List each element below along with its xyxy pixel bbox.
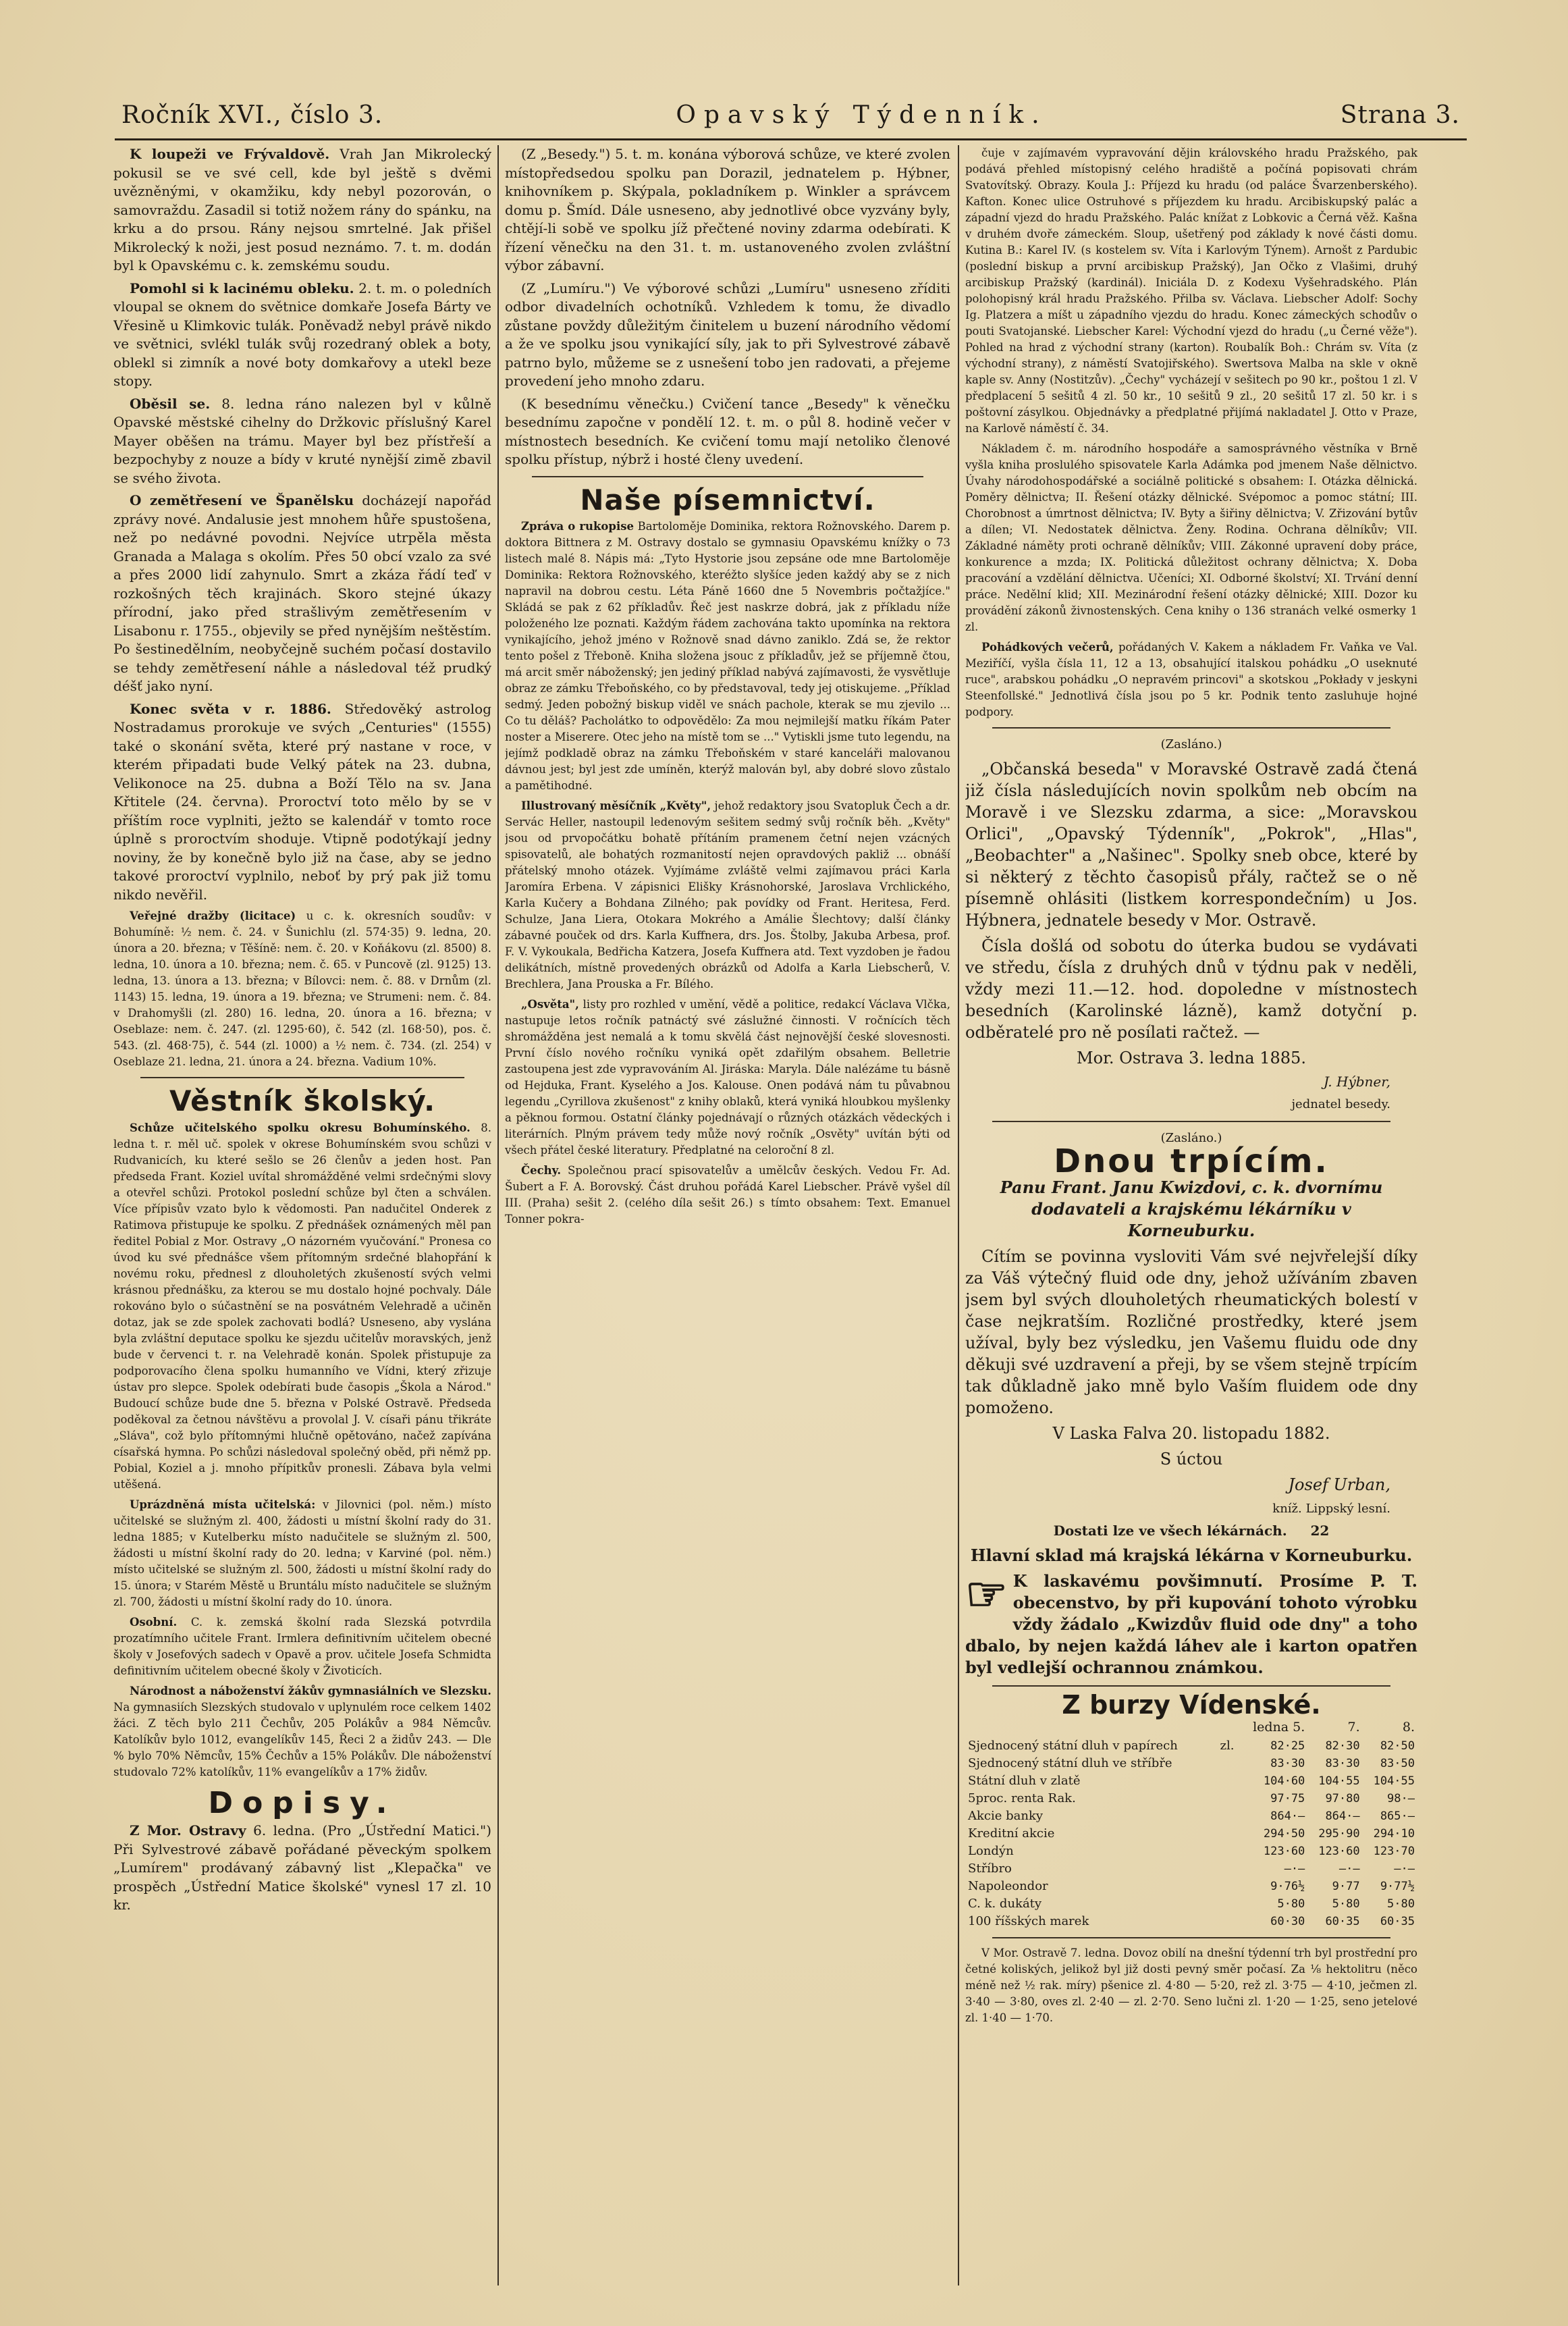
article-lead: O zemětřesení ve Španělsku (130, 492, 354, 508)
section-divider (992, 1121, 1390, 1122)
exchange-row (965, 1790, 1417, 1807)
column-1 (113, 145, 491, 2285)
exchange-date-header: 8. (1402, 1720, 1415, 1735)
exchange-value: 97·75 (1270, 1791, 1305, 1805)
exchange-value: 123·60 (1263, 1844, 1305, 1858)
exchange-value: 83·30 (1270, 1756, 1305, 1770)
exchange-row (965, 1825, 1417, 1843)
section-divider (992, 727, 1390, 729)
article-text: 6. ledna. (Pro „Ústřední Matici.") Při Sylvestrové zábavě pořádané pěveckým spolkem „Lumírem" prodávaný zábavný list „Klepačka" ve prospěch „Ústřední Matice školské" vynesl 17 zl. 10 kr. (113, 1822, 491, 1913)
exchange-label: Akcie banky (968, 1808, 1044, 1823)
exchange-unit (1218, 1807, 1241, 1825)
exchange-label: Kreditní akcie (968, 1826, 1055, 1841)
ad-number: 22 (1310, 1523, 1330, 1539)
article-paragraph (113, 395, 491, 488)
article-text: Středověký astrolog Nostradamus prorokuje ve svých „Centuries" (1555) také o skonání světa, které prý nastane v roce, v kterém připadati bude Velký pátek na 23. dubna, Velikonoce na 25. dubna a Boží Tělo na sv. Jana Křtitele (24. června). Proroctví toto mělo by se v příštím roce vyplniti, ježto se kalendář v tomto roce úplně s proroctvím shoduje. Vtipně podotýkají jedny noviny, že by konečně bylo již na čase, aby se jedno takové proroctví vyplnilo, neboť by prý pak již tomu nikdo nevěřil. (113, 700, 491, 903)
exchange-row (965, 1878, 1417, 1895)
market-report: V Mor. Ostravě 7. ledna. Dovoz obilí na dnešní týdenní trh byl prostřední pro četné koliských, jelikož byl již dosti pevný směr počasí. Za ⅛ hektolitru (něco méně než ½ rak. míry) pšenice zl. 4·80 — 5·20, rež zl. 3·75 — 4·10, ječmen zl. 3·40 — 3·80, oves zl. 2·40 — zl. 2·70. Seno lučni zl. 1·20 — 1·25, seno jetelové zl. 1·40 — 1·70. (965, 1946, 1417, 2024)
exchange-value: 97·80 (1325, 1791, 1360, 1805)
article-lead: Schůze učitelského spolku okresu Bohumínského. (130, 1121, 470, 1134)
exchange-unit (1218, 1790, 1241, 1807)
ad-body: Cítím se povinna vysloviti Vám své nejvřelejší díky za Váš výtečný fluid ode dny, jehož užíváním zbaven jsem byl svých dlouholetých rheumatických bolestí v čase nejkratším. Rozličné prostředky, které jsem užíval, byly bez výsledku, jen Vašemu fluidu ode dny děkuji své uzdravení a přeji, by se všem stejně trpícím tak důkladně jako mně bylo Vaším fluidem ode dny pomoženo. (965, 1246, 1417, 1417)
article-text: v Jilovnici (pol. něm.) místo učitelské se služným zl. 400, žádosti u místní školní rady do 31. ledna 1885; v Kutelberku místo nadučitele se služným zl. 500, žádosti u místní školní rady do 20. ledna; v Karviné (pol. něm.) místo učitelské se služným zl. 500, žádosti u místní školní rady do 15. února; v Starém Městě u Bruntálu místo nadučitele se služným zl. 700, žádosti u místní školní rady do 10. února. (113, 1498, 491, 1608)
header-title: Opavský Týdenník. (676, 101, 1048, 129)
notice-signature: J. Hýbner, (1323, 1073, 1390, 1090)
exchange-value: 83·30 (1325, 1756, 1360, 1770)
exchange-value: 5·80 (1277, 1897, 1305, 1911)
ad-title: Dnou trpícím. (1054, 1142, 1329, 1180)
article-lead: K loupeži ve Frývaldově. (130, 146, 330, 162)
exchange-value: —·— (1339, 1861, 1360, 1876)
exchange-row (965, 1807, 1417, 1825)
column-rule-2 (958, 145, 959, 2285)
article-paragraph (113, 145, 491, 275)
article-lead: Oběsil se. (130, 395, 211, 412)
article-lead: Osobní. (130, 1615, 178, 1629)
exchange-unit (1218, 1825, 1241, 1843)
article-paragraph (113, 1822, 491, 1915)
exchange-header-row (965, 1718, 1417, 1737)
exchange-value: 83·50 (1380, 1756, 1415, 1770)
ad-greeting: S úctou (1160, 1449, 1223, 1469)
exchange-row (965, 1895, 1417, 1913)
article-text: 2. t. m. o poledních vloupal se oknem do světnice domkaře Josefa Bárty ve Vřesině u Klimkovic tulák. Poněvadž nebyl právě nikdo ve světnici, svlékl tulák svůj rozedraný oblek a boty, oblekl si zimník a nové boty domkařovy a utekl beze stopy. (113, 280, 491, 389)
exchange-label: C. k. dukáty (968, 1896, 1042, 1911)
column-rule-1 (497, 145, 499, 2285)
exchange-unit: zl. (1220, 1738, 1235, 1753)
article-text: listy pro rozhled v umění, vědě a politice, redakcí Václava Vlčka, nastupuje letos ročník patnáctý své záslužné činnosti. V ročnících těch shromážděna jest nemalá a k tomu skvělá část nejnovější české slovesnosti. První číslo nového ročníku vyniká opět zdařilým obsahem. Belletrie zastoupena jest zde vypravováním Al. Jiráska: Maryla. Dále nalézáme tu básně od Hejduka, Frant. Kyselého a Jos. Kalouse. Onen podává nám tu půvabnou legendu „Cyrillova zkušenost" z knihy oblaků, která vyniká hloubkou myšlenky a pěknou formou. Ostatní články pojednávají o různých otázkách vědeckých i literárních. Plným právem tedy může nový ročník „Osvěty" uvítán býti od všech přátel české literatury. Předplatné na celoroční 8 zl. (505, 998, 950, 1157)
article-paragraph (113, 700, 491, 905)
header-volume: Ročník XVI., číslo 3. (121, 101, 383, 129)
ad-signature: Josef Urban, (1288, 1475, 1390, 1494)
article-paragraph (113, 1683, 491, 1780)
ad-main-store: Hlavní sklad má krajská lékárna v Korneuburku. (970, 1545, 1413, 1565)
exchange-label: Londýn (968, 1843, 1014, 1858)
exchange-table (965, 1718, 1417, 1930)
article-paragraph (965, 639, 1417, 720)
ad-subtitle: Panu Frant. Janu Kwizdovi, c. k. dvornímu dodavateli a krajskému lékárníku v Korneuburku. (1000, 1177, 1383, 1240)
article-lead: Z Mor. Ostravy (130, 1822, 246, 1839)
exchange-label: Sjednocený státní dluh ve stříbře (968, 1755, 1172, 1770)
ad-notice-text: K laskavému povšimnutí. Prosíme P. T. obecenstvo, by při kupování tohoto výrobku vždy žádalo „Kwizdův fluid ode dny" a toho dbalo, by nejen každá láhev ale i karton opatřen byl vedlejší ochrannou známkou. (965, 1570, 1417, 1677)
ad-note (965, 1522, 1417, 1541)
article-lead: Zpráva o rukopise (521, 520, 634, 533)
exchange-row (965, 1772, 1417, 1790)
exchange-value: 60·30 (1270, 1914, 1305, 1928)
exchange-unit (1218, 1860, 1241, 1878)
exchange-value: 9·77 (1332, 1879, 1360, 1893)
exchange-unit (1218, 1772, 1241, 1790)
article-paragraph (113, 1497, 491, 1610)
exchange-value: 294·10 (1373, 1826, 1415, 1841)
exchange-row (965, 1913, 1417, 1930)
exchange-value: 82·50 (1380, 1739, 1415, 1753)
exchange-date-header: ledna 5. (1253, 1720, 1305, 1735)
exchange-value: 5·80 (1387, 1897, 1415, 1911)
article-lead: Národnost a náboženství žákův gymnasiálních ve Slezsku. (130, 1684, 491, 1697)
exchange-value: 104·55 (1373, 1774, 1415, 1788)
article-paragraph: (K besednímu věnečku.) Cvičení tance „Besedy" k věnečku besednímu započne v pondělí 12. t. m. o půl 8. hodině večer v místnostech besedních. Ke cvičení tomu mají netoliko členové spolku přístup, nýbrž i hosté členy uvedení. (505, 395, 950, 467)
section-title-dopisy: Dopisy. (208, 1785, 397, 1820)
zaslano-label: (Zasláno.) (1160, 737, 1222, 751)
article-text: docházejí napořád zprávy nové. Andalusie jest mnohem hůře spustošena, než po nedávné povodni. Nejvíce utrpěla města Granada a Malaga s okolím. Přes 50 obcí vzalo za své a přes 2000 lidí zahynulo. Smrt a zkáza řádí teď v rozkošných těch krajinách. Skoro stejné úkazy přírodní, jako před strašlivým zemětřesením v Lisabonu r. 1755., objevily se před nynějším neštěstím. Po šestinedělním, neobyčejně suchém počasí dostavilo se tehdy zemětřesení náhle a následoval též prudký déšť jako nyní. (113, 492, 491, 694)
exchange-value: 98·— (1387, 1791, 1415, 1805)
exchange-value: —·— (1394, 1861, 1415, 1876)
article-paragraph (113, 492, 491, 696)
exchange-value: 60·35 (1325, 1914, 1360, 1928)
ad-place-date: V Laska Falva 20. listopadu 1882. (1052, 1423, 1330, 1443)
exchange-value: 123·60 (1318, 1844, 1360, 1858)
article-lead: Konec světa v r. 1886. (130, 700, 331, 717)
exchange-label: Stříbro (968, 1861, 1012, 1876)
notice-date: Mor. Ostrava 3. ledna 1885. (1077, 1048, 1306, 1067)
article-paragraph: čuje v zajímavém vypravování dějin královského hradu Pražského, pak podává přehled místopisný celého hradiště a počíná popisovati chrám Svatovítský. Obrazy. Koula J.: Příjezd ku hradu (od paláce Švarzenberského). Kafton. Konec ulice Ostruhové s příjezdem ku hradu. Arcibiskupský palác a západní vjezd do hradu Pražského. Palác knížat z Lobkovic a Černá věž. Kašna v druhém dvoře zámeckém. Sloup, ušetřený pod základy k nové části domu. Kutina B.: Karel IV. (s kostelem sv. Víta i Karlovým Týnem). Arnošt z Pardubic (poslední biskup a první arcibiskup Pražský), Jan Očko z Vlašimi, druhý arcibiskup Pražský (kardinál). Iniciála D. z Kodexu Vyšehradského. Plán polohopisný král hradu Pražského. Přilba sv. Václava. Liebscher Adolf: Sochy Ig. Platzera a míšt u západního vjezdu do hradu. Konec zámeckých schodův o pouti Svatojanské. Liebscher Karel: Východní vjezd do hradu („u Černé věže"). Pohled na hrad z východní strany (karton). Roubalík Boh.: Chrám sv. Víta (z východní strany), z náměstí Svatojiřského). Swertsova Malba na skle v okně kaple sv. Anny (Nostitzův). „Čechy" vycházejí v sešitech po 90 kr., poštou 1 zl. V předplacení 5 sešitů 4 zl. 50 kr., 10 sešitů 9 zl., 20 sešitů 17 zl. 50 kr. i s poštovní zásylkou. Objednávky a předplatné přijímá nakladatel J. Otto v Praze, na Karlově náměstí č. 34. (965, 147, 1417, 435)
exchange-row (965, 1755, 1417, 1772)
section-title-vestnik: Věstník školský. (169, 1084, 436, 1117)
article-text: jehož redaktory jsou Svatopluk Čech a dr. Servác Heller, nastoupil ledenovým sešitem sedmý svůj ročník běh. „Květy" jsou od prvopočátku bohatě přítáním pramenem četní nejen vzácných spisovatelů, ale bohatých rozmanitostí nejen opravdových pakliž ... obnáší přátelský mnoho otázek. Vyjímáme zvláště velmi zajímavou práci Karla Jaromíra Erbena. V zápisnici Elišky Krásnohorské, Jaroslava Vrchlického, Karla Kučery a Bohdana Zilného; pak povídky od Frant. Heritesa, Ferd. Schulze, Jana Liera, Otokara Mokrého a Amálie Šlechtovy; další články zábavné pouček od drs. Karla Kuffnera, drs. Jos. Štolby, Jakuba Arbesa, prof. F. V. Vykoukala, Bedřicha Katzera, Josefa Kuffnera atd. Text vyzdoben je řadou delikátních, místně provedených obrázků od Adolfa a Karla Liebscherů, V. Brechlera, Jana Prouska a Fr. Bílého. (505, 799, 950, 990)
auction-notice (113, 908, 491, 1070)
article-paragraph (505, 997, 950, 1159)
section-divider (140, 1077, 464, 1078)
exchange-row (965, 1737, 1417, 1755)
article-paragraph (113, 1120, 491, 1493)
article-paragraph: (Z „Besedy.") 5. t. m. konána výborová schůze, ve které zvolen místopředsedou spolku pan Dorazil, jednatelem p. Hýbner, knihovníkem p. Skýpala, pokladníkem p. Winkler a správcem domu p. Šmíd. Dále usneseno, aby jednotlivé obce vyzvány byly, chtějí-li sobě ve spolku jíž přečtené noviny zdarma odebírati. K řízení věnečku na den 31. t. m. ustanoveného zvolen zvláštní výbor zábavní. (505, 146, 950, 273)
section-divider (992, 1685, 1390, 1687)
article-text: 8. ledna t. r. měl uč. spolek v okrese Bohumínském svou schůzi v Rudvanicích, ku které sešlo se 26 členův a jeden host. Pan předseda Frant. Koziel uvítal shromážděné velmi srdečnými slovy a otevřel schůzi. Protokol poslední schůze byl čten a schválen. Více přípisův vzato bylo k vědomosti. Pan nadučitel Onderek z Ratimova přistupuje ke spolku. Z přednášek oznámených měl pan ředitel Pobial z Mor. Ostravy „O názorném vyučování." Pronesa co úvod ku své přednášce všem přítomným srdečné blahopřání k novému roku, přednesl z dlouholetých zkušeností svých velmi krásnou přednášku, za kterou se mu dostalo hojné pochvaly. Dále rokováno bylo o súčastnění se na posvátném Velehradě a učiněn dotaz, jak se zde spolek zachovati bodlá? Usneseno, aby vyslána byla zvláštní deputace spolku ke sjezdu učitelův moravských, jenž bude v červenci t. r. na Velehradě konán. Spolek přistupuje za podporovacího člena spolku humanního ve Vídni, který zřizuje ústav pro slepce. Spolek odebírati bude časopis „Škola a Národ." Budoucí schůze bude dne 5. března v Polské Ostravě. Předseda poděkoval za četnou návštěvu a provolal J. V. císaři pánu třikráte „Sláva", což bylo přítomnými hlučně opětováno, načež zapívána císařská hymna. Po schůzi následoval společný oběd, při němž pp. Pobial, Koziel a j. mnoho přípitkův pronesli. Zábava byla velmi utěšená. (113, 1121, 491, 1491)
article-paragraph: (Z „Lumíru.") Ve výborové schůzi „Lumíru" usneseno zříditi odbor divadelních ochotníků. Vzhledem k tomu, že divadlo zůstane povždy důležitým činitelem u buzení národního vědomí a že ve spolku jsou vynikající síly, jak to při Sylvestrové zábavě patrno bylo, můžeme se z usnešení tobo jen radovati, a přejeme provedení jeho mnoho zdaru. (505, 280, 950, 389)
exchange-value: 9·76½ (1270, 1879, 1305, 1893)
article-text: 8. ledna ráno nalezen byl v kůlně Opavské městské cihelny do Držkovic příslušný Karel Mayer oběšen na trámu. Mayer byl bez přístřeší a bezpochyby z nouze a bídy v kruté nynější zimě zbavil se svého života. (113, 395, 491, 486)
exchange-value: 60·35 (1380, 1914, 1415, 1928)
notice-signature-role: jednatel besedy. (1291, 1097, 1390, 1111)
ad-note-text: Dostati lze ve všech lékárnách. (1053, 1523, 1287, 1539)
exchange-date-header: 7. (1347, 1720, 1360, 1735)
ad-notice (965, 1565, 1417, 1679)
header-page-number: Strana 3. (1340, 101, 1460, 129)
exchange-unit (1218, 1913, 1241, 1930)
exchange-unit (1218, 1895, 1241, 1913)
section-title-burza: Z burzy Vídenské. (1062, 1689, 1321, 1720)
exchange-value: 9·77½ (1380, 1879, 1415, 1893)
pointing-hand-icon: ☞ (965, 1565, 1008, 1622)
exchange-value: 295·90 (1318, 1826, 1360, 1841)
section-title-pisemnictvi: Naše písemnictví. (580, 483, 875, 517)
article-lead: Čechy. (521, 1164, 562, 1177)
zaslano-label: (Zasláno.) (1160, 1130, 1222, 1145)
exchange-label: Sjednocený státní dluh v papírech (968, 1738, 1178, 1753)
article-text: u c. k. okresních soudův: v Bohumíně: ½ nem. č. 24. v Šunichlu (zl. 574·35) 9. ledna, 20. února a 20. března; v Těšíně: nem. č. 20. v Koňákovu (zl. 8500) 8. ledna, 10. února a 10. března; nem. č. 65. v Puncově (zl. 9125) 13. ledna, 13. února a 13. března; v Bílovci: nem. č. 88. v Drnům (zl. 1143) 15. ledna, 19. února a 19. března; ve Strumeni: nem. č. 84. v Drahomyšli (zl. 280) 16. ledna, 20. února a 16. března; v Oseblaze: nem. č. 247. (zl. 1295·60), č. 542 (zl. 168·50), pos. č. 543. (zl. 468·75), č. 544 (zl. 1000) a ½ nem. č. 734. (zl. 254) v Oseblaze 21. ledna, 21. února a 24. března. Vadium 10%. (113, 909, 491, 1068)
header-rule (115, 138, 1467, 140)
article-paragraph (505, 1163, 950, 1227)
exchange-value: 294·50 (1263, 1826, 1305, 1841)
ad-signature-role: kníž. Lippský lesní. (1272, 1501, 1390, 1516)
article-text: Na gymnasiích Slezských studovalo v uplynulém roce celkem 1402 žáci. Z těch bylo 211 Čechův, 205 Polákův a 984 Němcův. Katolíkův bylo 1012, evangelíkův 145, Řeci 2 a židův 243. — Dle % bylo 70% Němcův, 15% Čechův a 15% Polákův. Dle náboženství studovalo 72% katolíkův, 11% evangelíkův a 17% židův. (113, 1700, 491, 1778)
article-text: pořádaných V. Kakem a nákladem Fr. Vaňka ve Val. Meziříčí, vyšla čísla 11, 12 a 13, obsahující italskou pohádku „O useknuté ruce", arabskou pohádku „O nepravém princovi" a skotskou „Pokłady v jeskyni Steenfollské." Jednotlivá čísla jsou po 5 kr. Podnik tento zasluhuje hojné podpory. (965, 641, 1417, 718)
article-lead: Pohádkových večerů, (981, 641, 1114, 654)
exchange-unit (1218, 1878, 1241, 1895)
exchange-value: 123·70 (1373, 1844, 1415, 1858)
article-text: Společnou prací spisovatelův a umělcův českých. Vedou Fr. Ad. Šubert a F. A. Borovský. Část druhou pořádá Karel Liebscher. Právě vyšel díl III. (Praha) sešit 2. (celého díla sešit 26.) s tímto obsahem: Text. Emanuel Tonner pokra- (505, 1164, 950, 1225)
exchange-label: 100 říšských marek (968, 1913, 1089, 1928)
notice-paragraph: Čísla došlá od sobotu do úterka budou se vydávati ve středu, čísla z druhých dnů v týdnu pak v neděli, vždy mezi 11.—12. hod. dopoledne v místnostech besedních (Karolinské lázně), kamž dotyční p. odběratelé pro ně posílati račtež. — (965, 936, 1417, 1042)
column-2 (505, 145, 950, 2285)
exchange-unit (1218, 1843, 1241, 1860)
article-paragraph (505, 798, 950, 993)
article-paragraph (113, 280, 491, 391)
exchange-label: 5proc. renta Rak. (968, 1791, 1076, 1805)
article-paragraph (113, 1614, 491, 1679)
article-lead: Pomohl si k lacinému obleku. (130, 280, 354, 296)
exchange-row (965, 1860, 1417, 1878)
article-paragraph: Nákladem č. m. národního hospodáře a samosprávného věstníka v Brně vyšla kniha proslulého spisovatele Karla Adámka pod jmenem Naše dělnictvo. Úvahy národohospodářské a sociálně politické s obsahem: I. Otázka dělnická. Poměry dělnictva; II. Řešení otázky dělnické. Svépomoc a pomoc státní; III. Chorobnost a úmrtnost dělnictva; IV. Byty a šiřiny dělnictva; V. Zřizování bytův a dílen; VI. Nedostatek dělnictva. Ženy. Rodina. Ochrana dělníkův; VII. Základné náměty proti ochraně dělníkův; VIII. Zákonné upravení doby práce, konkurence a mzda; IX. Politická důležitost ochrany dělnictva; X. Doba pracování a vzdělání dělnictva. Učeníci; XI. Odborné školství; XI. Trvání denní práce. Nedělní klid; XII. Mezinárodní řešení otázky dělnické; XIII. Dozor ku provádění zákonů živnostenských. Cena knihy o 136 stranách velké osmerky 1 zl. (965, 442, 1417, 633)
section-divider (532, 476, 923, 477)
exchange-value: 864·— (1325, 1809, 1360, 1823)
article-lead: Veřejné dražby (licitace) (130, 909, 296, 922)
article-lead: Uprázdněná místa učitelská: (130, 1498, 316, 1511)
exchange-value: 82·25 (1270, 1739, 1305, 1753)
article-lead: Illustrovaný měsíčník „Květy", (521, 799, 711, 812)
exchange-value: 864·— (1270, 1809, 1305, 1823)
exchange-unit (1218, 1755, 1241, 1772)
section-divider (992, 1937, 1390, 1938)
page-header (121, 95, 1460, 135)
exchange-value: 104·60 (1263, 1774, 1305, 1788)
exchange-row (965, 1843, 1417, 1860)
exchange-value: —·— (1284, 1861, 1305, 1876)
article-lead: „Osvěta", (521, 998, 579, 1011)
column-3 (965, 145, 1417, 2285)
exchange-value: 865·— (1380, 1809, 1415, 1823)
article-paragraph (505, 519, 950, 794)
article-text: Vrah Jan Mikrolecký pokusil se ve své cell, kde byl ještě s dvěmi uvězněnými, v okamžiku, kdy nebyl pozorován, o samovraždu. Zasadil si totiž nožem rány do spánku, na krku a do prsou. Rány nejsou smrtelné. Jak přišel Mikrolecký k noži, jest posud neznámo. 7. t. m. dodán byl k Opavskému c. k. zemskému soudu. (113, 146, 491, 273)
exchange-value: 5·80 (1332, 1897, 1360, 1911)
exchange-label: Napoleondor (968, 1878, 1048, 1893)
article-text: C. k. zemská školní rada Slezská potvrdila prozatímního učitele Frant. Irmlera definitivním učitelem obecné školy v Josefových sadech v Opavě a prov. učitele Josefa Schmidta definitivním učitelem obecné školy v Životicích. (113, 1615, 491, 1677)
notice-paragraph: „Občanská beseda" v Moravské Ostravě zadá čtená již čísla následujících novin spolkům neb obcím na Moravě i ve Slezsku zdarma, a sice: „Moravskou Orlici", „Opavský Týdenník", „Pokrok", „Hlas", „Beobachter" a „Našinec". Spolky sneb obce, které by si některý z těchto časopisů přály, račtež se o ně písemně ohlásiti (listkem korrespondečním) u Jos. Hýbnera, jednatele besedy v Mor. Ostravě. (965, 759, 1417, 930)
exchange-value: 104·55 (1318, 1774, 1360, 1788)
exchange-label: Státní dluh v zlatě (968, 1773, 1081, 1788)
exchange-value: 82·30 (1325, 1739, 1360, 1753)
article-text: Bartoloměje Dominika, rektora Rožnovského. Darem p. doktora Bittnera z M. Ostravy dostalo se gymnasiu Opavskému knížky o 73 listech malé 8. Nápis má: „Tyto Hystorie jsou zepsáne ode mne Bartoloměje Dominika: Rektora Rožnovského, kteréžto slyšíce jeden každý aby se z nich napravil na dobrou cestu. Léta Páně 1660 dne 5 Novembris počtažjíce." Skládá se pak z 62 příkladův. Řeč jest naskrze dobrá, jak z příkladu níže položeného lze poznati. Každým řádem zachována takto upomínka na rektora vynikajícího, jehož jméno v Rožnově snad dávno zaniklo. Zdá se, že rektor tento pošel z Třeboně. Kniha složena jsouc z příkladův, jež se příjemně čtou, má arcit směr náboženský; jen jediný příklad nabývá zajímavosti, že vysvětluje obraz ze zámku Třeboňského, co by představoval, tedy jej otiskujeme. „Příklad sedmý. Jeden pobožný biskup viděl ve snách pachole, kterak se mu zjevilo ... Co tu děláš? Pacholátko to odpovědělo: Za mou nejmilejší matku říkám Pater noster a Miserere. Otec jeho na místě tom se ..." Vytiskli jsme tuto legendu, na jejímž podkladě obraz na zámku Třeboňském v staré kanceláři malovanou dávnou jest; byl jest zde umíněn, kterýž malován byl, aby dobré slovo zůstalo a pamětihodné. (505, 520, 950, 792)
